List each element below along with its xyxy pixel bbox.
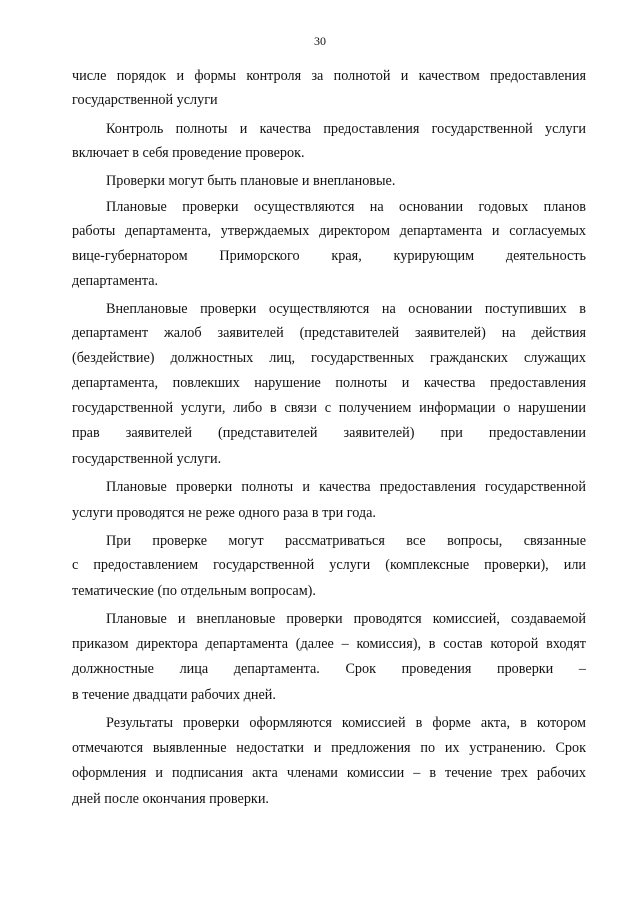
text-line: приказом директора департамента (далее – комиссия), в состав которой входят [72, 636, 586, 652]
text-line: включает в себя проведение проверок. [72, 145, 305, 161]
text-line: департамента, повлекших нарушение полноты и качества предоставления [72, 375, 586, 391]
text-line: вице-губернатором Приморского края, курирующим деятельность [72, 248, 586, 264]
paragraph-first-line: Плановые проверки осуществляются на основании годовых планов [106, 199, 586, 215]
text-line: департамента. [72, 273, 159, 289]
paragraph-first-line: При проверке могут рассматриваться все вопросы, связанные [106, 533, 586, 549]
paragraph-first-line: Контроль полноты и качества предоставления государственной услуги [106, 121, 586, 137]
text-line: (бездействие) должностных лиц, государственных гражданских служащих [72, 350, 586, 366]
text-line: дней после окончания проверки. [72, 791, 269, 807]
paragraph-first-line: Плановые проверки полноты и качества предоставления государственной [106, 479, 586, 495]
paragraph-first-line: Проверки могут быть плановые и внеплановые. [106, 173, 396, 189]
text-line: тематические (по отдельным вопросам). [72, 583, 316, 599]
paragraph-first-line: Плановые и внеплановые проверки проводятся комиссией, создаваемой [106, 611, 586, 627]
text-line: государственной услуги, либо в связи с получением информации о нарушении [72, 400, 586, 416]
paragraph-first-line: Результаты проверки оформляются комиссией в форме акта, в котором [106, 715, 586, 731]
text-line: государственной услуги [72, 92, 218, 108]
text-line: с предоставлением государственной услуги (комплексные проверки), или [72, 557, 586, 573]
text-line: оформления и подписания акта членами комиссии – в течение трех рабочих [72, 765, 586, 781]
text-line: в течение двадцати рабочих дней. [72, 687, 276, 703]
text-line: отмечаются выявленные недостатки и предложения по их устранению. Срок [72, 740, 586, 756]
text-line: работы департамента, утверждаемых директором департамента и согласуемых [72, 223, 586, 239]
text-line: услуги проводятся не реже одного раза в три года. [72, 505, 376, 521]
page-number: 30 [314, 34, 326, 48]
text-line: числе порядок и формы контроля за полнотой и качеством предоставления [72, 68, 586, 84]
paragraph-first-line: Внеплановые проверки осуществляются на основании поступивших в [106, 301, 586, 317]
text-line: прав заявителей (представителей заявителей) при предоставлении [72, 425, 586, 441]
text-line: должностные лица департамента. Срок проведения проверки – [72, 661, 586, 677]
text-line: департамент жалоб заявителей (представителей заявителей) на действия [72, 325, 586, 341]
text-line: государственной услуги. [72, 451, 222, 467]
